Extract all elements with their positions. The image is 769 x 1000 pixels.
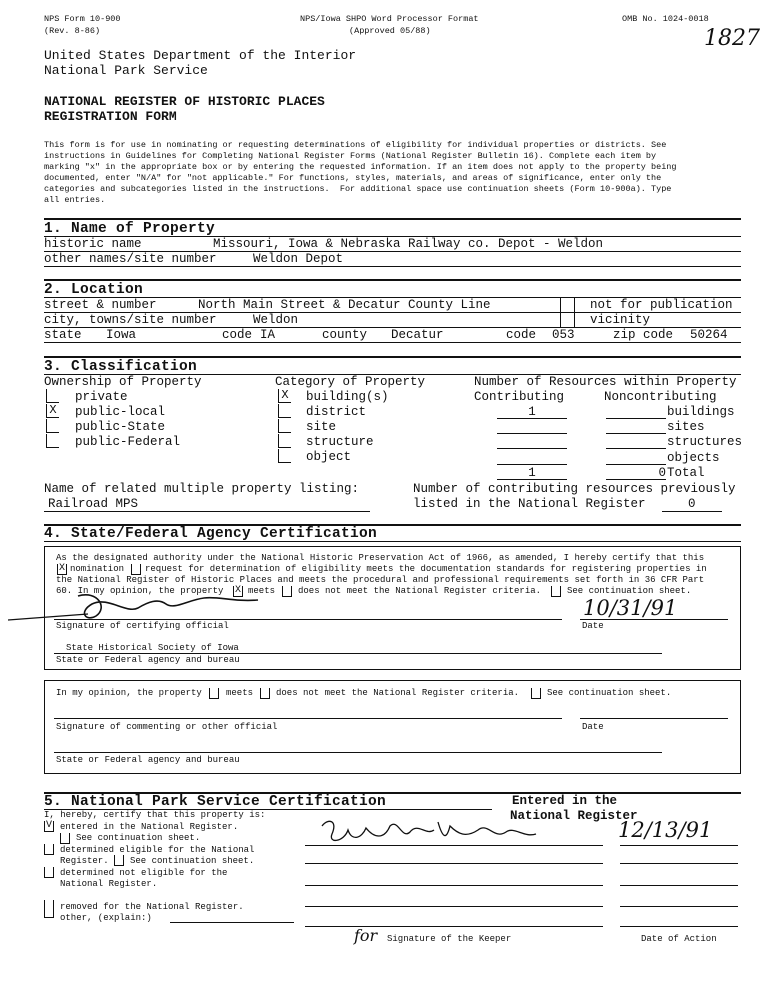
ownership-option: private: [75, 390, 128, 404]
cert-text-2: request for determination of eligibility meets the documentation standards for registering properties in: [145, 564, 707, 574]
form-number: NPS Form 10-900: [44, 14, 121, 24]
opinion-meets: meets: [226, 688, 254, 698]
rule: [54, 718, 562, 719]
removed-checkbox[interactable]: [44, 900, 54, 918]
category-checkbox-structure[interactable]: [278, 434, 291, 448]
bureau-label: State or Federal agency and bureau: [56, 655, 240, 665]
meets-checkbox[interactable]: X: [234, 585, 241, 596]
noncontributing-total[interactable]: 0: [658, 466, 666, 480]
rule: [54, 752, 662, 753]
determined-eligible: determined eligible for the National: [60, 845, 255, 855]
city-label: city, towns/site number: [44, 313, 217, 327]
section-divider: [44, 279, 741, 281]
resource-type: buildings: [667, 405, 735, 419]
noncontributing-heading: Noncontributing: [604, 390, 717, 404]
comment-bureau-label: State or Federal agency and bureau: [56, 755, 240, 765]
rule: [497, 433, 567, 434]
entered-option: entered in the National Register.: [60, 822, 239, 832]
zip-field[interactable]: 50264: [690, 328, 728, 342]
cert-date-label: Date: [582, 621, 604, 631]
ownership-heading: Ownership of Property: [44, 375, 202, 389]
category-checkbox-object[interactable]: [278, 449, 291, 463]
resource-type: sites: [667, 420, 705, 434]
rule: [305, 845, 603, 846]
rule: [170, 922, 294, 923]
request-checkbox[interactable]: [131, 564, 141, 575]
cert-text-4: 60. In my opinion, the property: [56, 586, 224, 596]
section-divider: [44, 356, 741, 358]
omb-number: OMB No. 1024-0018: [622, 14, 709, 24]
cert-text-1: As the designated authority under the National Historic Preservation Act of 1966, as amended, I hereby certify that this: [56, 553, 705, 563]
resource-type: objects: [667, 451, 720, 465]
related-listing-label: Name of related multiple property listing:: [44, 482, 360, 496]
rule: [580, 619, 728, 620]
opinion-does-not-meet-checkbox[interactable]: [260, 688, 270, 699]
rule: [305, 926, 603, 927]
keeper-date-value[interactable]: 12/13/91: [618, 818, 713, 842]
rule: [606, 433, 666, 434]
ownership-checkbox-public-federal[interactable]: [46, 434, 59, 448]
resources-heading: Number of Resources within Property: [474, 375, 737, 389]
form-revision: (Rev. 8-86): [44, 26, 101, 36]
cert-nomination: nomination: [70, 564, 125, 574]
keeper-signature: [318, 812, 548, 852]
contributing-buildings[interactable]: 1: [528, 405, 536, 419]
rule: [305, 863, 603, 864]
section-5-heading: 5. National Park Service Certification: [44, 794, 387, 810]
category-heading: Category of Property: [275, 375, 426, 389]
not-for-publication: not for publication: [590, 298, 733, 312]
rule: [54, 619, 562, 620]
county-code-field[interactable]: 053: [552, 328, 575, 342]
ownership-checkbox-public-local[interactable]: X: [46, 404, 59, 418]
section-divider: [44, 218, 741, 220]
keeper-initial: for: [354, 926, 378, 945]
form-title: NATIONAL REGISTER OF HISTORIC PLACES: [44, 94, 325, 109]
rule: [606, 418, 666, 419]
agency-line-1: United States Department of the Interior: [44, 48, 357, 63]
category-option: structure: [306, 435, 374, 449]
see-continuation-checkbox-2[interactable]: [114, 855, 124, 866]
code-field[interactable]: IA: [260, 328, 276, 342]
other-names-field[interactable]: Weldon Depot: [253, 252, 344, 266]
rule: [580, 718, 728, 719]
removed-option: removed for the National Register.: [60, 902, 244, 912]
see-continuation-2: See continuation sheet.: [130, 856, 255, 866]
state-field[interactable]: Iowa: [106, 328, 137, 342]
rule: [497, 464, 567, 465]
historic-name-field[interactable]: Missouri, Iowa & Nebraska Railway co. Depot - Weldon: [213, 237, 604, 251]
cert-date-value[interactable]: 10/31/91: [583, 596, 678, 620]
entered-checkbox[interactable]: V: [45, 820, 52, 831]
determined-eligible-2: Register.: [60, 856, 109, 866]
street-field[interactable]: North Main Street & Decatur County Line: [198, 298, 491, 312]
rule: [305, 906, 603, 907]
rule: [54, 653, 662, 654]
hereby-text: I, hereby, certify that this property is:: [44, 810, 266, 820]
category-option: site: [306, 420, 337, 434]
opinion-does-not-meet: does not meet the National Register criteria.: [276, 688, 520, 698]
date-of-action-label: Date of Action: [641, 934, 717, 944]
handwritten-number: 1827: [704, 26, 760, 51]
opinion-meets-checkbox[interactable]: [209, 688, 219, 699]
ownership-option: public-State: [75, 420, 166, 434]
see-continuation-1: See continuation sheet.: [76, 833, 201, 843]
instruction-line: instructions in Guidelines for Completing National Register Forms (National Register Bulletin 16). Complete each item by: [44, 151, 657, 161]
comment-signature-label: Signature of commenting or other official: [56, 722, 278, 732]
instruction-line: marking "x" in the appropriate box or by entering the requested information. If an item does not apply to the property being: [44, 162, 677, 172]
format-line-1: NPS/Iowa SHPO Word Processor Format: [300, 14, 479, 24]
num-contributing-field[interactable]: 0: [688, 497, 696, 511]
contributing-total[interactable]: 1: [528, 466, 536, 480]
opinion-text: In my opinion, the property: [56, 688, 202, 698]
rule: [620, 845, 738, 846]
agency-line-2: National Park Service: [44, 63, 208, 78]
see-continuation-checkbox-1[interactable]: [60, 833, 70, 844]
entered-stamp-line-1: Entered in the: [512, 794, 618, 808]
section-3-heading: 3. Classification: [44, 359, 198, 375]
entered-stamp-line-2: National Register: [510, 809, 638, 823]
historic-name-label: historic name: [44, 237, 142, 251]
county-label: county: [322, 328, 368, 342]
category-option: object: [306, 450, 352, 464]
cert-continuation: See continuation sheet.: [567, 586, 692, 596]
format-line-2: (Approved 05/88): [349, 26, 431, 36]
related-listing-field[interactable]: Railroad MPS: [48, 497, 139, 511]
rule: [44, 266, 741, 267]
instruction-line: This form is for use in nominating or requesting determinations of eligibility for individual properties or districts. See: [44, 140, 667, 150]
ownership-checkbox-private[interactable]: [46, 389, 59, 403]
opinion-continuation: See continuation sheet.: [547, 688, 672, 698]
form-subtitle: REGISTRATION FORM: [44, 109, 177, 124]
not-eligible-2: National Register.: [60, 879, 158, 889]
instruction-line: documented, enter "N/A" for "not applicable." For functions, styles, materials, and areas of significance, enter only the: [44, 173, 662, 183]
state-label: state: [44, 328, 82, 342]
zip-label: zip code: [613, 328, 674, 342]
num-contributing-label-2: listed in the National Register: [413, 497, 646, 511]
vicinity-label: vicinity: [590, 313, 651, 327]
rule: [497, 418, 567, 419]
rule: [497, 479, 567, 480]
section-1-heading: 1. Name of Property: [44, 221, 216, 237]
category-checkbox-site[interactable]: [278, 419, 291, 433]
code-label: code: [222, 328, 253, 342]
ownership-option: public-local: [75, 405, 166, 419]
city-field[interactable]: Weldon: [253, 313, 299, 327]
rule: [606, 448, 666, 449]
rule: [44, 511, 370, 512]
rule: [620, 906, 738, 907]
comment-date-label: Date: [582, 722, 604, 732]
continuation-checkbox[interactable]: [551, 586, 561, 597]
keeper-signature-label: Signature of the Keeper: [387, 934, 512, 944]
rule: [662, 511, 722, 512]
category-option: building(s): [306, 390, 389, 404]
does-not-meet-checkbox[interactable]: [282, 586, 292, 597]
section-4-heading: 4. State/Federal Agency Certification: [44, 526, 378, 542]
ownership-option: public-Federal: [75, 435, 181, 449]
rule: [620, 863, 738, 864]
ownership-checkbox-public-state[interactable]: [46, 419, 59, 433]
rule: [44, 342, 741, 343]
section-2-heading: 2. Location: [44, 282, 144, 298]
county-code-label: code: [506, 328, 537, 342]
rule: [305, 885, 603, 886]
other-option: other, (explain:): [60, 913, 152, 923]
rule: [497, 448, 567, 449]
not-eligible: determined not eligible for the: [60, 868, 228, 878]
other-names-label: other names/site number: [44, 252, 217, 266]
instruction-line: all entries.: [44, 195, 106, 205]
num-contributing-label-1: Number of contributing resources previously: [413, 482, 736, 496]
resource-type: structures: [667, 435, 743, 449]
category-option: district: [306, 405, 367, 419]
not-eligible-checkbox[interactable]: [44, 867, 54, 878]
rule: [606, 479, 666, 480]
instruction-line: categories and subcategories listed in the instructions. For additional space use continuation sheets (Form 10-900a). Type: [44, 184, 672, 194]
cert-text-3: the National Register of Historic Places and meets the procedural and professional requirements set forth in 36 CFR Part: [56, 575, 705, 585]
opinion-continuation-checkbox[interactable]: [531, 688, 541, 699]
determined-eligible-checkbox[interactable]: [44, 844, 54, 855]
rule: [44, 541, 741, 542]
nomination-checkbox[interactable]: X: [58, 563, 65, 574]
street-label: street & number: [44, 298, 157, 312]
resource-type: Total: [667, 466, 705, 480]
rule: [620, 926, 738, 927]
category-checkbox-building[interactable]: X: [278, 389, 291, 403]
rule: [606, 464, 666, 465]
cert-does-not-meet: does not meet the National Register criteria.: [298, 586, 542, 596]
cert-signature-label: Signature of certifying official: [56, 621, 229, 631]
bureau-field[interactable]: State Historical Society of Iowa: [66, 643, 239, 653]
county-field[interactable]: Decatur: [391, 328, 444, 342]
contributing-heading: Contributing: [474, 390, 565, 404]
rule: [620, 885, 738, 886]
cert-meets: meets: [248, 586, 276, 596]
category-checkbox-district[interactable]: [278, 404, 291, 418]
